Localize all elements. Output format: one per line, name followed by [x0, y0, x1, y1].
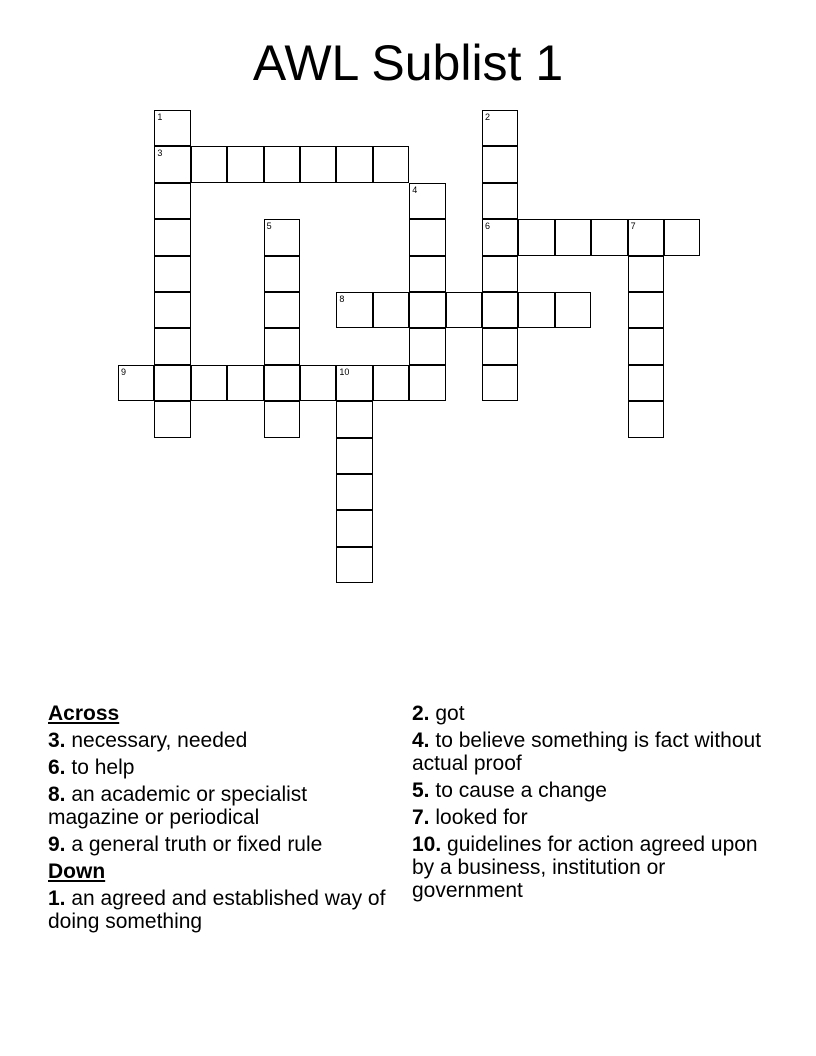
cell-number: 5 — [266, 221, 272, 232]
clue-text: a general truth or fixed rule — [71, 833, 323, 856]
clue-text: an agreed and established way of doing something — [48, 887, 386, 933]
grid-cell[interactable] — [373, 292, 409, 328]
grid-cell[interactable] — [264, 328, 300, 364]
cell-number: 3 — [157, 148, 163, 159]
grid-cell[interactable] — [482, 365, 518, 401]
grid-cell[interactable] — [227, 365, 263, 401]
clue-down-2 — [412, 702, 782, 725]
grid-cell[interactable] — [264, 292, 300, 328]
clue-across-6 — [48, 756, 393, 779]
clue-text: necessary, needed — [71, 729, 248, 752]
clues-column-right — [412, 702, 782, 906]
grid-cell[interactable] — [336, 474, 372, 510]
grid-cell[interactable] — [300, 146, 336, 182]
clue-number: 9. — [48, 833, 66, 856]
grid-cell[interactable] — [264, 401, 300, 437]
clue-text: to believe something is fact without actual proof — [412, 729, 762, 775]
clue-number: 7. — [412, 806, 430, 829]
clue-across-9 — [48, 833, 393, 856]
clue-down-7 — [412, 806, 782, 829]
clue-number: 3. — [48, 729, 66, 752]
grid-cell[interactable] — [482, 256, 518, 292]
grid-cell[interactable] — [264, 365, 300, 401]
grid-cell[interactable] — [300, 365, 336, 401]
clue-text: guidelines for action agreed upon by a business, institution or government — [412, 833, 758, 902]
clue-text: to cause a change — [435, 779, 607, 802]
across-heading: Across — [48, 702, 120, 725]
grid-cell[interactable] — [336, 401, 372, 437]
grid-cell[interactable] — [154, 292, 190, 328]
grid-cell[interactable] — [446, 292, 482, 328]
clue-text: to help — [71, 756, 135, 779]
clue-text: an academic or specialist magazine or periodical — [48, 783, 308, 829]
clue-down-10 — [412, 833, 782, 902]
grid-cell[interactable] — [409, 365, 445, 401]
grid-cell[interactable] — [373, 365, 409, 401]
grid-cell[interactable] — [555, 219, 591, 255]
grid-cell[interactable] — [409, 292, 445, 328]
clue-down-1 — [48, 887, 393, 933]
grid-cell[interactable] — [628, 365, 664, 401]
clues-column-left — [48, 702, 393, 937]
cell-number: 9 — [121, 366, 127, 377]
cell-number: 1 — [157, 112, 163, 122]
grid-cell[interactable] — [664, 219, 700, 255]
clue-number: 4. — [412, 729, 430, 752]
grid-cell[interactable] — [482, 183, 518, 219]
clue-number: 8. — [48, 783, 66, 806]
grid-cell[interactable] — [409, 256, 445, 292]
clue-across-3 — [48, 729, 393, 752]
grid-cell[interactable] — [628, 292, 664, 328]
grid-cell[interactable] — [264, 146, 300, 182]
cell-number: 8 — [339, 294, 345, 304]
cell-number: 7 — [630, 221, 636, 232]
puzzle-title: AWL Sublist 1 — [252, 35, 564, 91]
clue-text: looked for — [435, 806, 528, 829]
cell-number: 4 — [412, 184, 418, 195]
grid-cell[interactable] — [482, 146, 518, 182]
grid-cell[interactable] — [191, 146, 227, 182]
cell-number: 6 — [485, 221, 491, 232]
grid-cell[interactable] — [154, 256, 190, 292]
clue-text: got — [435, 702, 465, 725]
grid-cell[interactable] — [154, 328, 190, 364]
grid-cell[interactable] — [154, 219, 190, 255]
grid-cell[interactable] — [555, 292, 591, 328]
grid-cell[interactable] — [518, 219, 554, 255]
grid-cell[interactable] — [336, 547, 372, 583]
grid-cell[interactable] — [336, 510, 372, 546]
clue-number: 2. — [412, 702, 430, 725]
grid-cell[interactable] — [191, 365, 227, 401]
grid-cell[interactable] — [373, 146, 409, 182]
grid-cell[interactable] — [591, 219, 627, 255]
grid-cell[interactable] — [518, 292, 554, 328]
grid-cell[interactable] — [409, 219, 445, 255]
down-heading: Down — [48, 860, 106, 883]
cell-number: 2 — [485, 112, 491, 122]
clue-down-5 — [412, 779, 782, 802]
grid-cell[interactable] — [154, 401, 190, 437]
grid-cell[interactable] — [482, 292, 518, 328]
grid-cell[interactable] — [628, 256, 664, 292]
grid-cell[interactable] — [154, 183, 190, 219]
clue-number: 6. — [48, 756, 66, 779]
grid-cell[interactable] — [409, 328, 445, 364]
cell-number: 10 — [339, 366, 350, 377]
grid-cell[interactable] — [482, 328, 518, 364]
clue-number: 10. — [412, 833, 442, 856]
grid-cell[interactable] — [336, 438, 372, 474]
clue-number: 5. — [412, 779, 430, 802]
grid-cell[interactable] — [227, 146, 263, 182]
grid-cell[interactable] — [336, 146, 372, 182]
grid-cell[interactable] — [154, 365, 190, 401]
clue-across-8 — [48, 783, 393, 829]
clue-number: 1. — [48, 887, 66, 910]
grid-cell[interactable] — [264, 256, 300, 292]
grid-cell[interactable] — [628, 328, 664, 364]
grid-cell[interactable] — [628, 401, 664, 437]
clue-down-4 — [412, 729, 782, 775]
